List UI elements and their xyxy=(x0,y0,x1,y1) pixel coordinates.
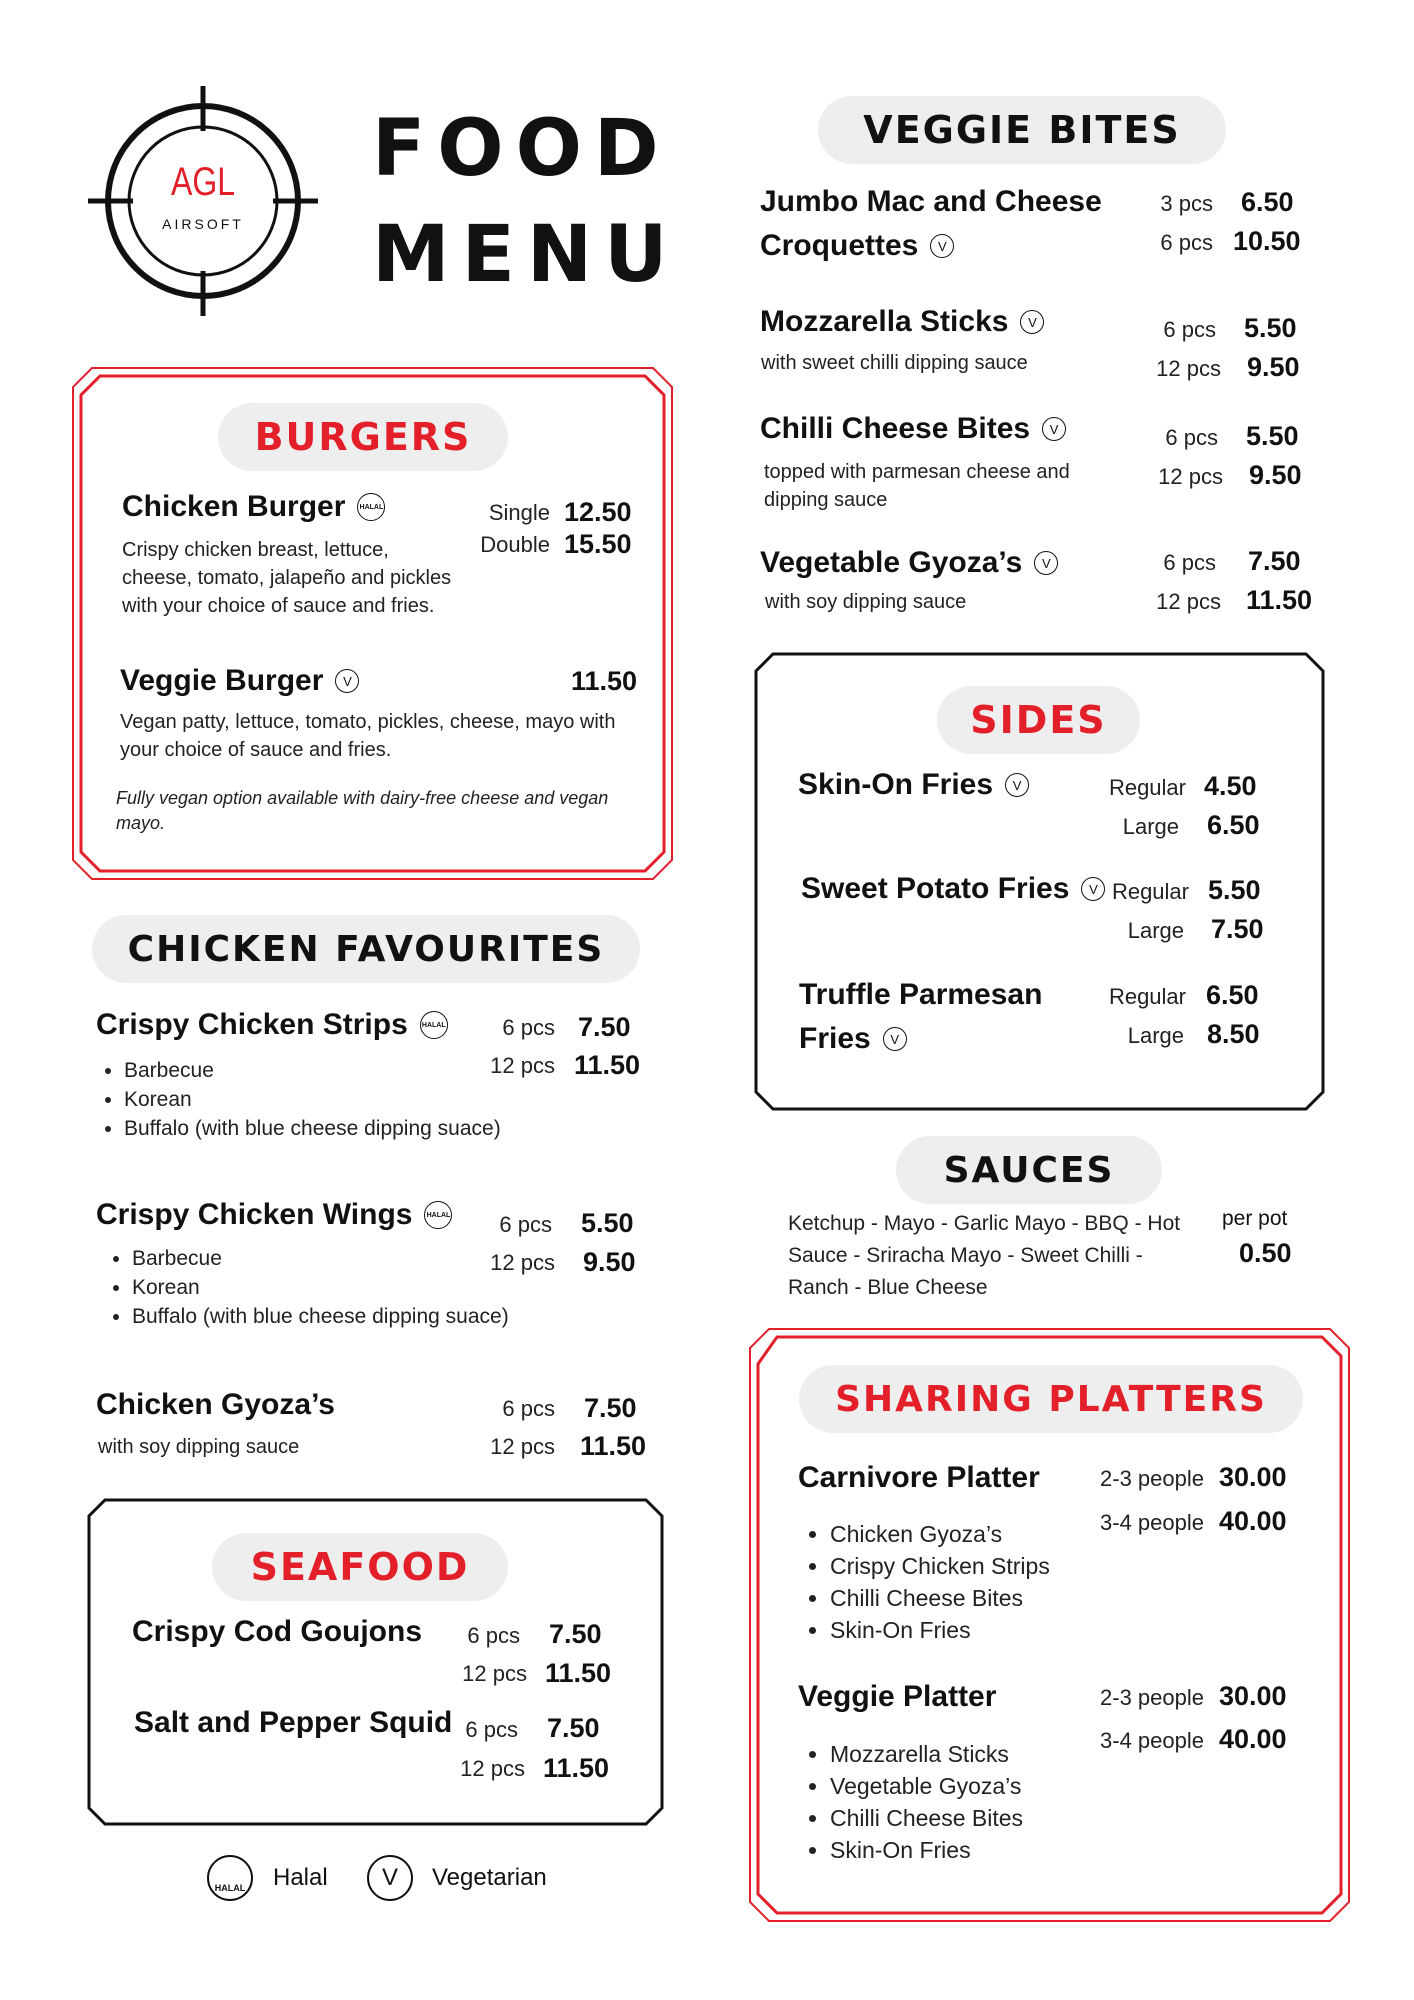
price: 40.00 xyxy=(1219,1506,1287,1536)
sauce-options-list xyxy=(96,1056,504,1143)
quantity: 6 pcs xyxy=(499,1212,552,1237)
price: 11.50 xyxy=(580,1431,647,1461)
size-label: Large xyxy=(1122,814,1179,839)
price: 12.50 xyxy=(564,497,632,527)
quantity: 3 pcs xyxy=(1160,191,1213,216)
logo-text-agl: AGL xyxy=(170,160,236,204)
price: 5.50 xyxy=(1208,875,1261,905)
price: 11.50 xyxy=(545,1658,612,1688)
list-item: • Korean xyxy=(124,1085,504,1114)
section-heading-sides: SIDES xyxy=(937,686,1140,754)
item-name-mozzarella-sticks: Mozzarella Sticks V xyxy=(760,305,1044,339)
sauce-options-list xyxy=(104,1244,512,1331)
item-name-truffle-parmesan-fries-line1: Truffle Parmesan xyxy=(799,978,1043,1011)
quantity: 6 pcs xyxy=(467,1623,520,1648)
vegetarian-icon: V xyxy=(930,234,954,258)
item-name-crispy-cod-goujons: Crispy Cod Goujons xyxy=(132,1615,423,1648)
quantity: 12 pcs xyxy=(1158,464,1223,489)
item-name-crispy-chicken-wings: Crispy Chicken Wings HALAL xyxy=(96,1198,452,1232)
item-name-mac-cheese-croquettes-line2: Croquettes V xyxy=(760,229,954,263)
item-name-veggie-platter: Veggie Platter xyxy=(798,1680,997,1713)
portion-label: 3-4 people xyxy=(1100,1510,1204,1535)
item-name-sweet-potato-fries: Sweet Potato Fries V xyxy=(801,872,1105,906)
vegetarian-icon: V xyxy=(1034,551,1058,575)
item-description: Vegan patty, lettuce, tomato, pickles, cheese, mayo with your choice of sauce and fries. xyxy=(120,711,616,761)
item-name-salt-and-pepper-squid: Salt and Pepper Squid xyxy=(134,1706,453,1739)
item-description: with sweet chilli dipping sauce xyxy=(761,352,1028,374)
price: 11.50 xyxy=(543,1753,610,1783)
price: 5.50 xyxy=(1246,421,1299,451)
vegetarian-icon: V xyxy=(1081,877,1105,901)
section-heading-chicken-favourites: CHICKEN FAVOURITES xyxy=(92,915,640,983)
price: 9.50 xyxy=(1247,352,1300,382)
section-heading-veggie-bites: VEGGIE BITES xyxy=(818,96,1226,164)
halal-icon: HALAL xyxy=(357,493,385,521)
item-name-mac-cheese-croquettes-line1: Jumbo Mac and Cheese xyxy=(760,185,1102,218)
price: 6.50 xyxy=(1207,810,1260,840)
size-label: Regular xyxy=(1108,775,1186,800)
item-name-veggie-burger: Veggie Burger V xyxy=(120,664,359,698)
option-label: Single xyxy=(488,500,550,525)
price: 5.50 xyxy=(581,1208,634,1238)
logo xyxy=(88,86,318,316)
list-item: • Barbecue xyxy=(132,1244,512,1273)
price: 9.50 xyxy=(583,1247,636,1277)
portion-label: 2-3 people xyxy=(1100,1685,1204,1710)
price: 11.50 xyxy=(1246,585,1313,615)
price: 40.00 xyxy=(1219,1724,1287,1754)
item-name-chilli-cheese-bites: Chilli Cheese Bites V xyxy=(760,412,1066,446)
vegan-note: Fully vegan option available with dairy-free cheese and vegan mayo. xyxy=(116,788,609,833)
size-label: Large xyxy=(1127,1023,1184,1048)
platter-contents-list xyxy=(802,1518,1130,1646)
item-name-vegetable-gyozas: Vegetable Gyoza’s V xyxy=(760,546,1058,580)
price: 7.50 xyxy=(547,1713,600,1743)
item-name-chicken-burger: Chicken Burger HALAL xyxy=(122,490,385,524)
quantity: 6 pcs xyxy=(502,1396,555,1421)
item-name-crispy-chicken-strips: Crispy Chicken Strips HALAL xyxy=(96,1008,448,1042)
quantity: 6 pcs xyxy=(465,1717,518,1742)
sauce-list: Ketchup - Mayo - Garlic Mayo - BBQ - Hot Sauce - Sriracha Mayo - Sweet Chilli - Ranch - Blue Cheese xyxy=(788,1212,1181,1299)
price: 11.50 xyxy=(574,1050,641,1080)
quantity: 12 pcs xyxy=(490,1053,555,1078)
item-name-carnivore-platter: Carnivore Platter xyxy=(798,1461,1040,1494)
vegetarian-icon: V xyxy=(1042,417,1066,441)
list-item: • Chilli Cheese Bites xyxy=(830,1582,1130,1614)
section-heading-sharing-platters: SHARING PLATTERS xyxy=(799,1365,1303,1433)
quantity: 6 pcs xyxy=(1163,550,1216,575)
quantity: 6 pcs xyxy=(1160,230,1213,255)
list-item: • Barbecue xyxy=(124,1056,504,1085)
list-item: • Vegetable Gyoza’s xyxy=(830,1770,1130,1802)
size-label: Regular xyxy=(1108,984,1186,1009)
quantity: 6 pcs xyxy=(502,1015,555,1040)
list-item: • Chicken Gyoza’s xyxy=(830,1518,1130,1550)
price: 15.50 xyxy=(564,529,632,559)
quantity: 6 pcs xyxy=(1165,425,1218,450)
section-heading-seafood: SEAFOOD xyxy=(212,1533,508,1601)
price: 7.50 xyxy=(549,1619,602,1649)
list-item: • Mozzarella Sticks xyxy=(830,1738,1130,1770)
item-description: topped with parmesan cheese and dipping sauce xyxy=(764,461,1070,511)
price: 9.50 xyxy=(1249,460,1302,490)
price: 5.50 xyxy=(1244,313,1297,343)
list-item: • Skin-On Fries xyxy=(830,1614,1130,1646)
quantity: 12 pcs xyxy=(1156,589,1221,614)
price: 7.50 xyxy=(1211,914,1264,944)
sauce-price: 0.50 xyxy=(1239,1238,1292,1268)
price: 7.50 xyxy=(1248,546,1301,576)
halal-icon: HALAL xyxy=(420,1011,448,1039)
logo-text-airsoft: AIRSOFT xyxy=(162,216,244,232)
legend-vegetarian-icon: V xyxy=(367,1855,413,1901)
vegetarian-icon: V xyxy=(335,669,359,693)
item-description: Crispy chicken breast, lettuce, cheese, tomato, jalapeño and pickles with your choice of sauce and fries. xyxy=(122,539,452,617)
platter-contents-list xyxy=(802,1738,1130,1866)
item-name-skin-on-fries: Skin-On Fries V xyxy=(798,768,1029,802)
price: 30.00 xyxy=(1219,1462,1287,1492)
portion-label: 2-3 people xyxy=(1100,1466,1204,1491)
price: 4.50 xyxy=(1204,771,1257,801)
vegetarian-icon: V xyxy=(883,1027,907,1051)
section-heading-sauces: SAUCES xyxy=(896,1136,1162,1204)
item-name-truffle-parmesan-fries-line2: Fries V xyxy=(799,1022,907,1056)
sauce-price-label: per pot xyxy=(1222,1207,1288,1230)
list-item: • Buffalo (with blue cheese dipping suace) xyxy=(124,1114,504,1143)
list-item: • Skin-On Fries xyxy=(830,1834,1130,1866)
section-heading-burgers: BURGERS xyxy=(218,403,508,471)
page-title-line2: MENU xyxy=(372,210,680,300)
option-label: Double xyxy=(480,532,550,557)
legend-halal-label: Halal xyxy=(273,1864,328,1891)
price: 6.50 xyxy=(1206,980,1259,1010)
quantity: 12 pcs xyxy=(460,1756,525,1781)
price: 7.50 xyxy=(584,1393,637,1423)
size-label: Large xyxy=(1127,918,1184,943)
price: 11.50 xyxy=(571,666,638,696)
halal-icon: HALAL xyxy=(424,1201,452,1229)
quantity: 12 pcs xyxy=(1156,356,1221,381)
legend-halal-icon: HALAL xyxy=(207,1855,253,1901)
page-title-line1: FOOD xyxy=(372,104,671,194)
list-item: • Buffalo (with blue cheese dipping suace) xyxy=(132,1302,512,1331)
list-item: • Chilli Cheese Bites xyxy=(830,1802,1130,1834)
quantity: 12 pcs xyxy=(462,1661,527,1686)
quantity: 6 pcs xyxy=(1163,317,1216,342)
item-name-chicken-gyozas: Chicken Gyoza’s xyxy=(96,1388,335,1421)
item-description: with soy dipping sauce xyxy=(98,1436,300,1458)
quantity: 12 pcs xyxy=(490,1434,555,1459)
list-item: • Korean xyxy=(132,1273,512,1302)
vegetarian-icon: V xyxy=(1020,310,1044,334)
item-description: with soy dipping sauce xyxy=(765,591,967,613)
portion-label: 3-4 people xyxy=(1100,1728,1204,1753)
size-label: Regular xyxy=(1111,879,1189,904)
quantity: 12 pcs xyxy=(490,1250,555,1275)
list-item: • Crispy Chicken Strips xyxy=(830,1550,1130,1582)
price: 6.50 xyxy=(1241,187,1294,217)
legend-vegetarian-label: Vegetarian xyxy=(432,1864,547,1891)
vegetarian-icon: V xyxy=(1005,773,1029,797)
price: 30.00 xyxy=(1219,1681,1287,1711)
price: 10.50 xyxy=(1233,226,1301,256)
price: 8.50 xyxy=(1207,1019,1260,1049)
price: 7.50 xyxy=(578,1012,631,1042)
